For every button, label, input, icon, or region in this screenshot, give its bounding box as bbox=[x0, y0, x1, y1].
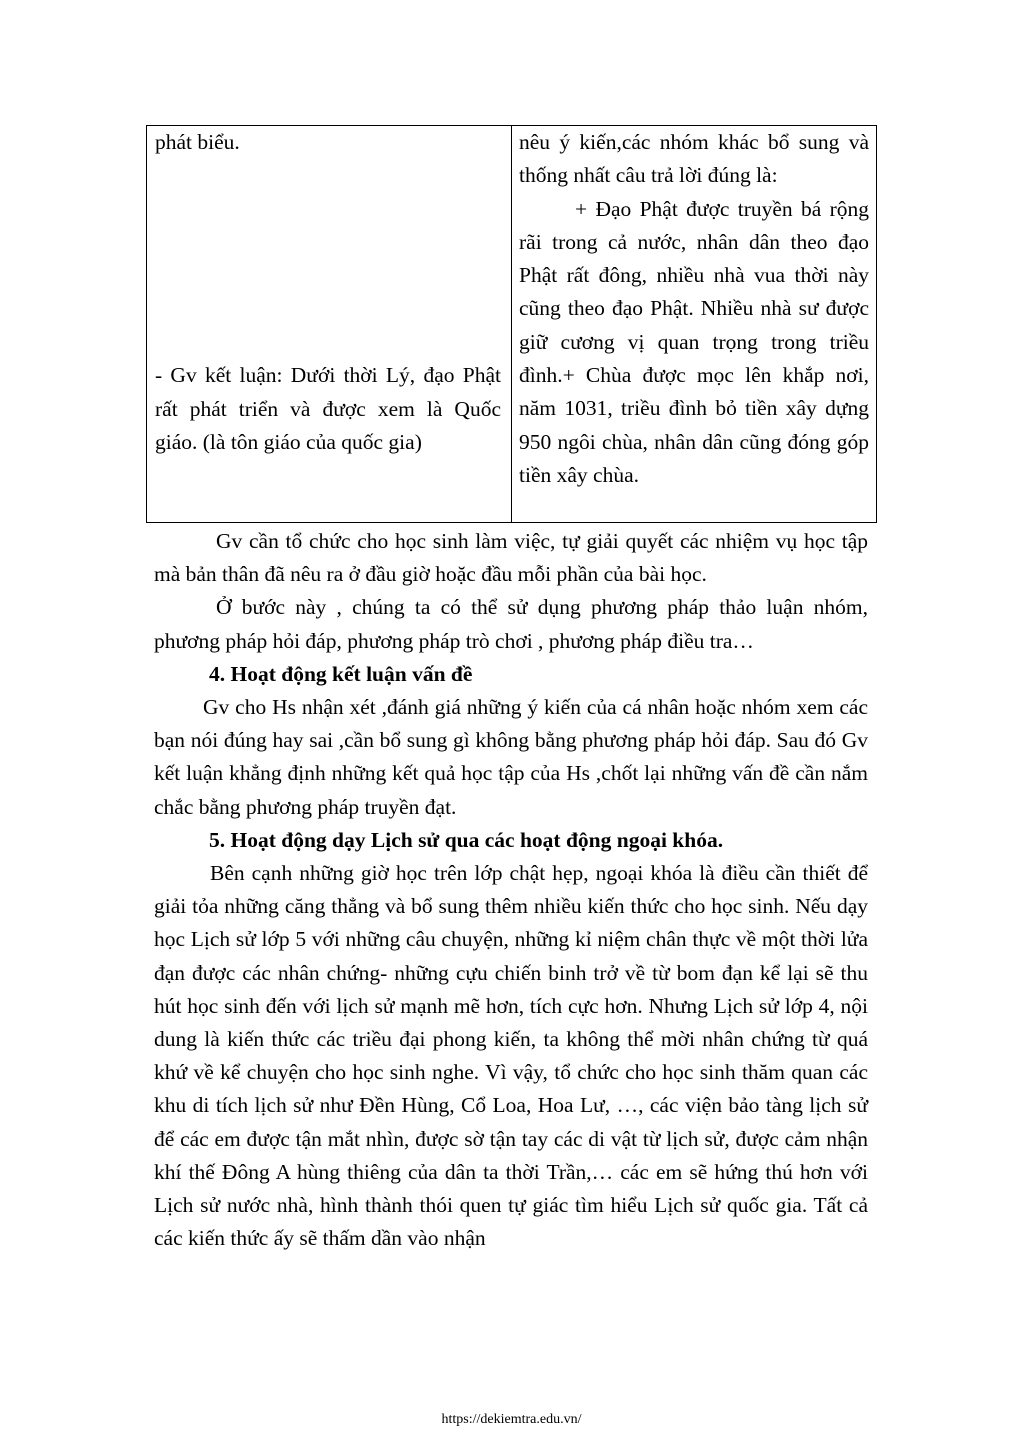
teacher-conclusion: - Gv kết luận: Dưới thời Lý, đạo Phật rất phát triển và được xem là Quốc giáo. (là tôn giáo của quốc gia) bbox=[155, 363, 501, 454]
teacher-text-1: phát biểu. bbox=[155, 130, 240, 154]
heading-4: 4. Hoạt động kết luận vấn đề bbox=[209, 661, 473, 686]
heading-5: 5. Hoạt động dạy Lịch sử qua các hoạt động ngoại khóa. bbox=[209, 827, 724, 852]
table-column-divider bbox=[511, 126, 512, 522]
paragraph-1: Gv cần tổ chức cho học sinh làm việc, tự giải quyết các nhiệm vụ học tập mà bản thân đã nêu ra ở đầu giờ hoặc đầu mỗi phần của bài học. bbox=[154, 529, 868, 587]
body-section-1 bbox=[154, 525, 868, 1255]
lesson-table bbox=[146, 125, 877, 523]
paragraph-2: Ở bước này , chúng ta có thể sử dụng phương pháp thảo luận nhóm, phương pháp hỏi đáp, phương pháp trò chơi , phương pháp điều tra… bbox=[154, 595, 868, 653]
student-text-1: nêu ý kiến,các nhóm khác bổ sung và thống nhất câu trả lời đúng là: bbox=[519, 130, 869, 188]
student-column bbox=[519, 126, 869, 492]
teacher-column bbox=[155, 126, 501, 459]
student-answer: + Đạo Phật được truyền bá rộng rãi trong cả nước, nhân dân theo đạo Phật rất đông, nhiều nhà vua thời này cũng theo đạo Phật. Nhiều nhà sư được giữ cương vị quan trọng trong triều đình.+ Chùa được mọc lên khắp nơi, năm 1031, triều đình bỏ tiền xây dựng 950 ngôi chùa, nhân dân cũng đóng góp tiền xây chùa. bbox=[519, 196, 869, 487]
paragraph-4: Bên cạnh những giờ học trên lớp chật hẹp, ngoại khóa là điều cần thiết để giải tỏa những căng thẳng và bổ sung thêm nhiều kiến thức cho học sinh. Nếu dạy học Lịch sử lớp 5 với những câu chuyện, những kỉ niệm chân thực về một thời lửa đạn được các nhân chứng- những cựu chiến binh trở về từ bom đạn kể lại sẽ thu hút học sinh đến với lịch sử mạnh mẽ hơn, tích cực hơn. Nhưng Lịch sử lớp 4, nội dung là kiến thức các triều đại phong kiến, ta không thể mời nhân chứng từ quá khứ về kể chuyện cho học sinh nghe. Vì vậy, tổ chức cho học sinh thăm quan các khu di tích lịch sử như Đền Hùng, Cổ Loa, Hoa Lư, …, các viện bảo tàng lịch sử để các em được tận mắt nhìn, được sờ tận tay các di vật từ lịch sử, được cảm nhận khí thế Đông A hùng thiêng của dân ta thời Trần,… các em sẽ hứng thú hơn với Lịch sử nước nhà, hình thành thói quen tự giác tìm hiểu Lịch sử quốc gia. Tất cả các kiến thức ấy sẽ thấm dần vào nhận bbox=[154, 861, 868, 1251]
paragraph-3: Gv cho Hs nhận xét ,đánh giá những ý kiến của cá nhân hoặc nhóm xem các bạn nói đúng hay sai ,cần bổ sung gì không bằng phương pháp hỏi đáp. Sau đó Gv kết luận khẳng định những kết quả học tập của Hs ,chốt lại những vấn đề cần nắm chắc bằng phương pháp truyền đạt. bbox=[154, 695, 868, 819]
footer-url: https://dekiemtra.edu.vn/ bbox=[441, 1412, 582, 1427]
